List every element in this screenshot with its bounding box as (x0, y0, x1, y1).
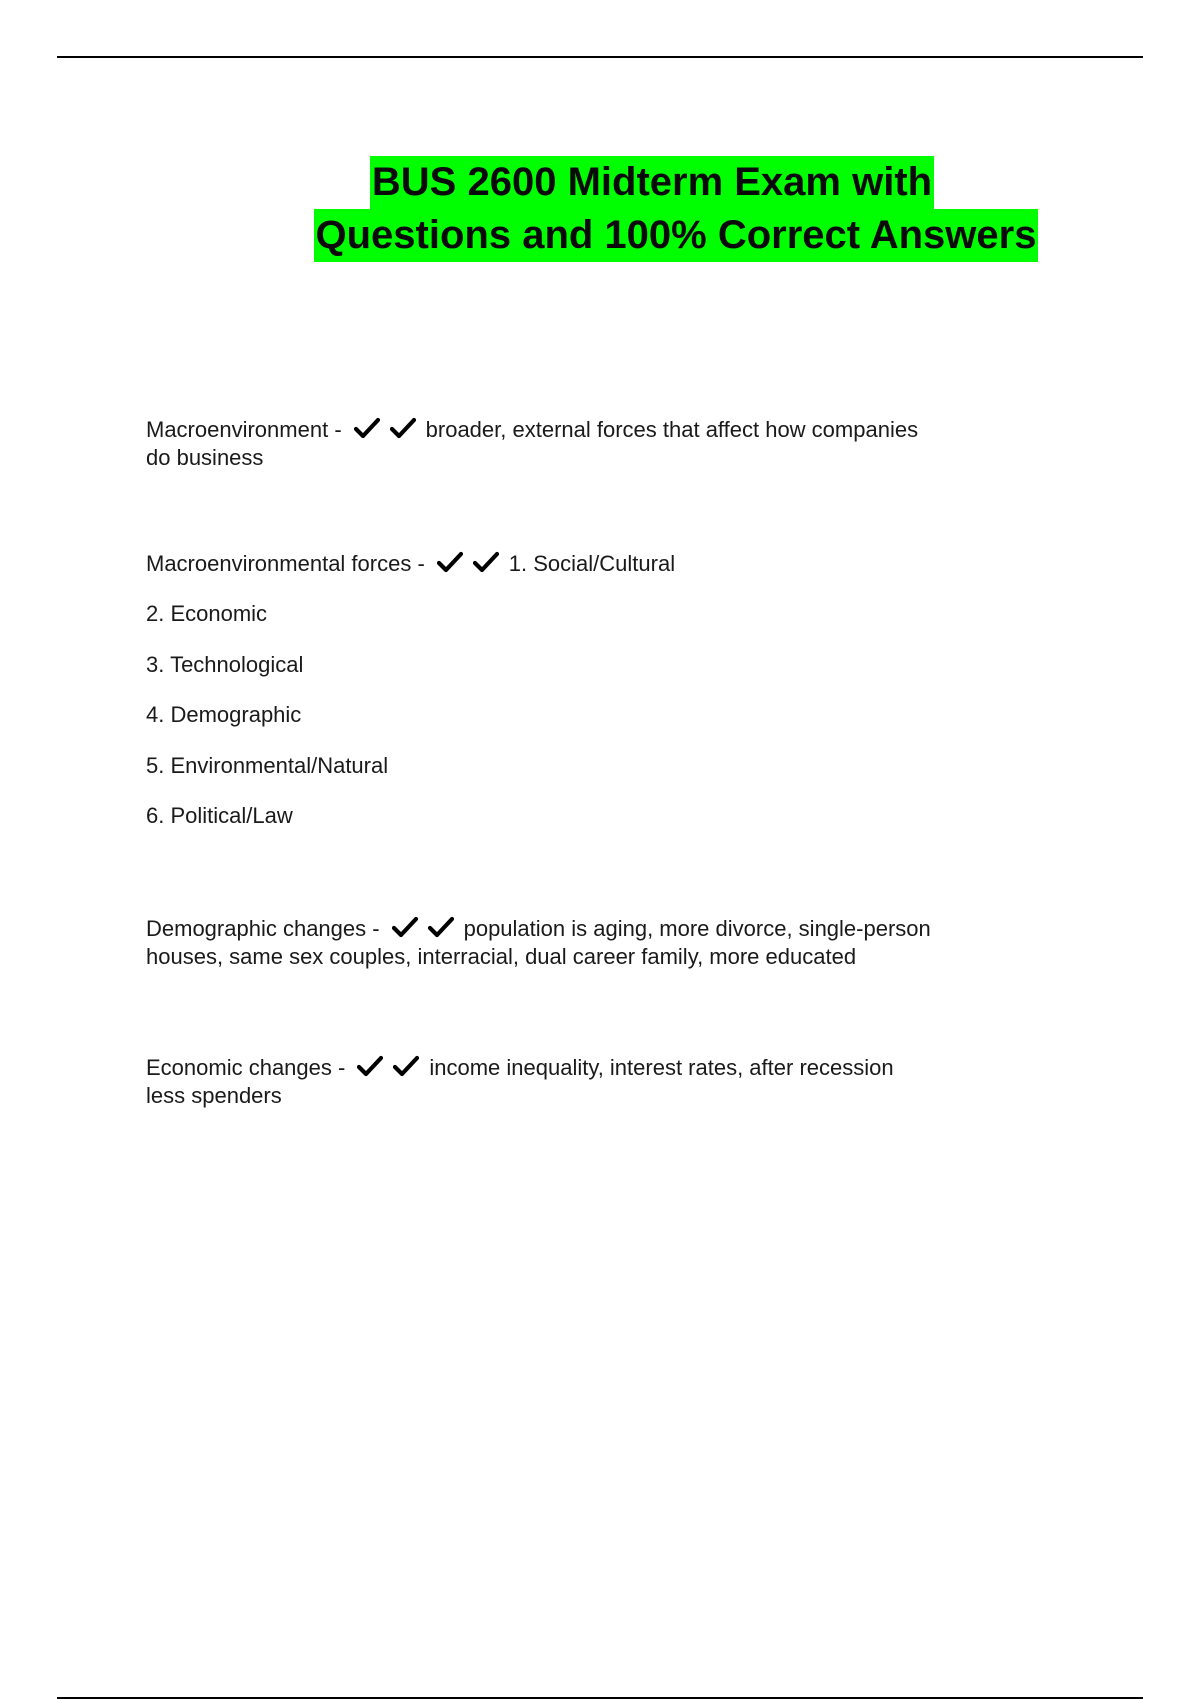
answer-line-1: 1. Social/Cultural (508, 551, 676, 576)
separator: - (338, 1055, 346, 1080)
title-line-1: BUS 2600 Midterm Exam with (370, 156, 934, 209)
answer-line-2: do business (146, 445, 264, 470)
list-item: 2. Economic (146, 601, 268, 626)
qa-entry-demographic-changes (146, 915, 1026, 971)
document-title (0, 156, 1200, 262)
checkmark-icon (390, 417, 416, 439)
separator: - (334, 417, 342, 442)
answer-line-2: houses, same sex couples, interracial, dual career family, more educated (146, 944, 857, 969)
checkmark-icon (357, 1055, 383, 1077)
list-item: 3. Technological (146, 652, 304, 677)
checkmark-icon (473, 551, 499, 573)
term: Macroenvironmental forces (146, 551, 412, 576)
checkmark-icon (392, 916, 418, 938)
checkmark-icon (393, 1055, 419, 1077)
term: Demographic changes (146, 916, 367, 941)
header-rule (57, 56, 1143, 58)
answer-line-2: less spenders (146, 1083, 282, 1108)
title-line-2: Questions and 100% Correct Answers (314, 209, 1039, 262)
checkmark-icon (437, 551, 463, 573)
separator: - (417, 551, 425, 576)
term: Macroenvironment (146, 417, 329, 442)
list-item: 6. Political/Law (146, 803, 293, 828)
separator: - (372, 916, 380, 941)
answer-line-1: broader, external forces that affect how companies (425, 417, 919, 442)
checkmark-icon (428, 916, 454, 938)
qa-entry-macroenvironment (146, 416, 1026, 472)
list-item: 5. Environmental/Natural (146, 753, 389, 778)
checkmark-icon (354, 417, 380, 439)
footer-rule (57, 1697, 1143, 1699)
term: Economic changes (146, 1055, 332, 1080)
answer-line-1: income inequality, interest rates, after recession (429, 1055, 894, 1080)
list-item: 4. Demographic (146, 702, 302, 727)
qa-entry-macroenvironmental-forces (146, 550, 1026, 578)
answer-line-1: population is aging, more divorce, single-person (463, 916, 931, 941)
qa-entry-economic-changes (146, 1054, 1026, 1110)
